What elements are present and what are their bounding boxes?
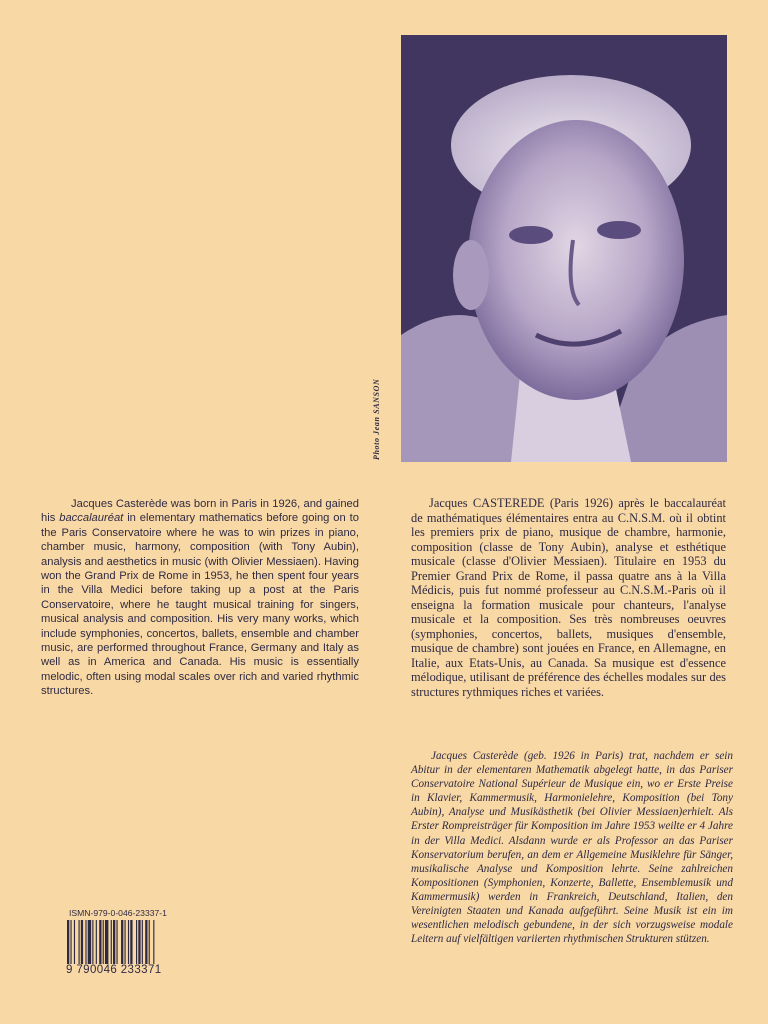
barcode-bar — [149, 920, 150, 964]
barcode-bar — [142, 920, 143, 964]
composer-portrait-photo — [401, 35, 727, 462]
french-biography: Jacques CASTEREDE (Paris 1926) après le baccalauréat de mathématiques élémentaires entra au C.N.S.M. où il obtint les premiers prix de piano, musique de chambre, harmonie, composition (classe de Tony Aubin), analyse et esthétique musicale (classe d'Olivier Messiaen). Titulaire en 1953 du Premier Grand Prix de Rome, il passa quatre ans à la Villa Médicis, puis fut nommé professeur au C.N.S.M.-Paris où il enseigna la formation musicale pour chanteurs, l'analyse musicale et la composition. Ses très nombreuses oeuvres (symphonies, concertos, ballets, musiques d'ensemble, musique de chambre) sont jouées en France, en Allemagne, en Italie, aux Etats-Unis, au Canada. Sa musique est d'essence mélodique, utilisant de préférence des échelles modales sur des structures rythmiques riches et variées. — [411, 496, 726, 699]
english-bio-start: Jacques Casterède was born in Paris in 1926, and gained his — [41, 498, 359, 525]
barcode-bar — [70, 920, 71, 964]
barcode-bar — [99, 920, 101, 964]
photo-credit-text: Photo Jean SANSON — [372, 378, 381, 460]
barcode-bar — [125, 920, 126, 964]
photo-credit — [372, 378, 453, 469]
barcode-bar — [153, 920, 154, 964]
barcode-bar — [79, 920, 80, 964]
barcode-bar — [121, 920, 123, 964]
english-bio-rest: in elementary mathematics before going on to the Paris Conservatoire where he was to win prizes in piano, chamber music, harmony, composition (with Tony Aubin), analysis and aesthetics in music (with Olivier Messiaen). Having won the Grand Prix de Rome in 1953, he then spent four years in the Villa Medici before taking up a post at the Paris Conservatoire, where he taught musical training for singers, musical analysis and composition. His very many works, which include symphonies, concertos, ballets, ensemble and chamber music, are performed throughout France, Germany and Italy as well as in America and Canada. His music is essentially melodic, often using modal scales over rich and varied rhythmic structures. — [41, 512, 359, 698]
barcode-bar — [130, 920, 132, 964]
barcode-bar — [111, 920, 112, 964]
barcode-bar — [116, 920, 117, 964]
barcode-bar — [136, 920, 137, 964]
barcode-bar — [145, 920, 147, 964]
barcode-bar — [113, 920, 115, 964]
english-bio-italic: baccalauréat — [59, 512, 124, 525]
barcode-bar — [96, 920, 97, 964]
barcode-bar — [74, 920, 75, 964]
ismn-label: ISMN-979-0-046-23337-1 — [69, 908, 167, 918]
barcode-bar — [103, 920, 104, 964]
portrait-illustration — [401, 35, 727, 462]
german-biography: Jacques Casterède (geb. 1926 in Paris) trat, nachdem er sein Abitur in der elementaren Mathematik abgelegt hatte, in das Pariser Conservatoire National Supérieur de Musique ein, wo er Erste Preise in Klavier, Kammermusik, Harmonielehre, Komposition (bei Tony Aubin), Analyse und Musikästhetik (bei Olivier Messiaen)erhielt. Als Erster Rompreisträger für Komposition im Jahre 1953 weilte er 4 Jahre in der Villa Medici. Alsdann wurde er als Professor an das Pariser Konservatorium berufen, an dem er Allgemeine Musiklehre für Sänger, musikalische Analyse und Komposition lehrte. Seine zahlreichen Kompositionen (Symphonien, Konzerte, Ballette, Ensemblemusik und Kammermusik) werden in Frankreich, Deutschland, Italien, den Vereinigten Staaten und Kanada aufgeführt. Seine Musik ist ein im wesentlichen melodisch gebundene, in der sich vorzugsweise modale Leitern auf vielfältigen variierten rhythmischen Strukturen stützen. — [411, 750, 733, 946]
barcode-number: 9 790046 233371 — [66, 964, 162, 976]
barcode-bar — [67, 920, 69, 964]
barcode — [67, 920, 187, 964]
barcode-bar — [138, 920, 140, 964]
english-biography — [41, 497, 359, 699]
barcode-bar — [88, 920, 91, 964]
barcode-bar — [92, 920, 93, 964]
barcode-bar — [81, 920, 83, 964]
barcode-bar — [128, 920, 129, 964]
barcode-bar — [85, 920, 86, 964]
barcode-bar — [105, 920, 108, 964]
